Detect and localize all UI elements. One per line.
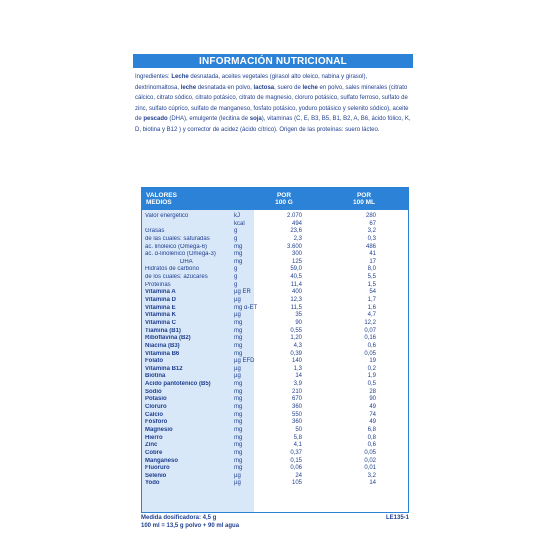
value-per-100g: 90 <box>295 319 302 326</box>
dosage-note: Medida dosificadora: 4,5 g <box>141 515 217 521</box>
nutrient-name: Sodio <box>145 388 162 395</box>
unit: mg <box>234 243 243 250</box>
value-per-100ml: 4,7 <box>367 312 376 319</box>
value-per-100ml: 1,7 <box>367 297 376 304</box>
value-per-100g: 400 <box>291 289 302 296</box>
ingredient-segment: soja <box>249 116 262 123</box>
unit: mg <box>234 434 243 441</box>
unit: mg <box>234 327 243 334</box>
table-row <box>142 458 408 466</box>
unit: µg ER <box>234 289 251 296</box>
table-row <box>142 396 408 404</box>
table-row <box>142 465 408 473</box>
nutrient-name: Vitamina C <box>145 319 176 326</box>
nutrient-name: Fluoruro <box>145 465 170 472</box>
table-row <box>142 312 408 320</box>
table-row <box>142 289 408 297</box>
value-per-100g: 12,3 <box>290 297 302 304</box>
nutrient-name: ác. linoleico (Omega-6) <box>145 243 208 250</box>
value-per-100ml: 0,05 <box>364 449 376 456</box>
nutrient-name: Vitamina D <box>145 297 176 304</box>
table-row <box>142 228 408 236</box>
unit: g <box>234 235 238 242</box>
table-row <box>142 305 408 313</box>
table-row <box>142 251 408 259</box>
nutrient-name: Grasas <box>145 228 165 235</box>
nutrient-name: de los cuales: azúcares <box>145 274 208 281</box>
value-per-100g: 105 <box>291 480 302 487</box>
value-per-100ml: 0,8 <box>367 434 376 441</box>
value-per-100g: 59,0 <box>290 266 302 273</box>
value-per-100ml: 0,01 <box>364 465 376 472</box>
value-per-100ml: 17 <box>369 258 376 265</box>
nutrient-name: Selenio <box>145 472 167 479</box>
nutrient-name: Niacina (B3) <box>145 342 180 349</box>
nutrition-table <box>141 187 409 513</box>
value-per-100ml: 6,8 <box>367 426 376 433</box>
value-per-100ml: 12,2 <box>364 319 376 326</box>
ingredient-segment: pescado <box>143 116 168 123</box>
value-per-100ml: 0,6 <box>367 442 376 449</box>
table-rows <box>142 213 408 488</box>
nutrient-name: Hidratos de carbono <box>145 266 200 273</box>
value-per-100g: 50 <box>295 426 302 433</box>
table-row <box>142 435 408 443</box>
table-row <box>142 442 408 450</box>
value-per-100ml: 1,9 <box>367 373 376 380</box>
value-per-100ml: 90 <box>369 396 376 403</box>
unit: µg <box>234 312 241 319</box>
value-per-100ml: 0,05 <box>364 350 376 357</box>
table-row <box>142 351 408 359</box>
unit: µg <box>234 480 241 487</box>
unit: mg <box>234 381 243 388</box>
value-per-100g: 0,37 <box>290 449 302 456</box>
unit: µg EFD <box>234 358 255 365</box>
value-per-100ml: 0,07 <box>364 327 376 334</box>
nutrient-name: Tiamina (B1) <box>145 327 181 334</box>
unit: g <box>234 266 238 273</box>
ingredient-segment: (DHA), emulgente (lecitina de <box>167 116 250 123</box>
table-row <box>142 221 408 229</box>
nutrient-name: Yodo <box>145 480 160 487</box>
value-per-100g: 1,20 <box>290 335 302 342</box>
table-row <box>142 412 408 420</box>
value-per-100g: 11,4 <box>290 281 302 288</box>
value-per-100ml: 0,16 <box>364 335 376 342</box>
value-per-100ml: 8,0 <box>367 266 376 273</box>
value-per-100g: 125 <box>291 258 302 265</box>
value-per-100ml: 49 <box>369 419 376 426</box>
value-per-100g: 494 <box>291 220 302 227</box>
table-row <box>142 480 408 488</box>
header-per-100g: POR 100 G <box>275 192 293 206</box>
unit: µg <box>234 297 241 304</box>
nutrient-name: Fósforo <box>145 419 168 426</box>
nutrient-name: Vitamina A <box>145 289 176 296</box>
unit: mg <box>234 350 243 357</box>
unit: g <box>234 228 238 235</box>
value-per-100g: 1,3 <box>293 365 302 372</box>
unit: µg <box>234 472 241 479</box>
table-row <box>142 419 408 427</box>
value-per-100ml: 5,5 <box>367 274 376 281</box>
ingredients-text <box>135 72 411 176</box>
ingredient-segment: desnatada en polvo, <box>196 84 254 91</box>
table-row <box>142 282 408 290</box>
ingredient-segment: , suero de <box>274 84 303 91</box>
ingredient-segment: lactosa <box>253 84 275 91</box>
section-title: INFORMACIÓN NUTRICIONAL <box>133 54 413 68</box>
value-per-100g: 23,6 <box>290 228 302 235</box>
table-row <box>142 244 408 252</box>
unit: mg <box>234 258 243 265</box>
nutrient-name: Zinc <box>145 442 158 449</box>
unit: mg α-ET <box>234 304 258 311</box>
nutrient-name: Calcio <box>145 411 164 418</box>
value-per-100ml: 0,02 <box>364 457 376 464</box>
value-per-100g: 5,8 <box>293 434 302 441</box>
unit: µg <box>234 365 241 372</box>
value-per-100g: 0,39 <box>290 350 302 357</box>
value-per-100g: 3.600 <box>286 243 302 250</box>
table-row <box>142 473 408 481</box>
unit: mg <box>234 319 243 326</box>
unit: mg <box>234 426 243 433</box>
ingredient-segment: en polvo, sales minerales (citrato cálcico, citrato sódico, citrato potásico, citrato de magnesio, cloruro potásico, sulfato ferroso, sulfato de zinc, sulfato cúprico, sulfato de manganeso, fosfato potásico, yoduro potásico y selenito sódico), aceite de <box>135 84 409 123</box>
value-per-100ml: 19 <box>369 358 376 365</box>
ingredient-segment: leche <box>302 84 318 91</box>
table-row <box>142 366 408 374</box>
nutrient-name: de las cuales: saturadas <box>145 235 210 242</box>
value-per-100g: 670 <box>291 396 302 403</box>
value-per-100g: 11,5 <box>290 304 302 311</box>
table-row <box>142 259 408 267</box>
value-per-100ml: 54 <box>369 289 376 296</box>
nutrition-panel <box>131 40 415 529</box>
value-per-100ml: 3,2 <box>367 228 376 235</box>
table-row <box>142 404 408 412</box>
unit: mg <box>234 419 243 426</box>
value-per-100g: 0,06 <box>290 465 302 472</box>
nutrient-name: Vitamina E <box>145 304 176 311</box>
unit: mg <box>234 342 243 349</box>
table-row <box>142 236 408 244</box>
table-header <box>142 188 408 210</box>
value-per-100g: 300 <box>291 251 302 258</box>
nutrient-name: Cloruro <box>145 404 167 411</box>
value-per-100ml: 14 <box>369 480 376 487</box>
preparation-note: 100 ml = 13,5 g polvo + 90 ml agua <box>141 523 240 529</box>
unit: kcal <box>234 220 245 227</box>
value-per-100ml: 486 <box>365 243 376 250</box>
nutrient-name: Manganeso <box>145 457 179 464</box>
value-per-100ml: 49 <box>369 404 376 411</box>
unit: mg <box>234 388 243 395</box>
nutrient-name: DHA <box>145 258 193 265</box>
nutrient-name: Vitamina B6 <box>145 350 180 357</box>
header-per-100ml: POR 100 ML <box>352 192 376 206</box>
value-per-100g: 3,9 <box>293 381 302 388</box>
value-per-100ml: 0,3 <box>367 235 376 242</box>
value-per-100g: 4,3 <box>293 342 302 349</box>
table-row <box>142 320 408 328</box>
table-row <box>142 297 408 305</box>
unit: mg <box>234 396 243 403</box>
nutrient-name: Folato <box>145 358 163 365</box>
value-per-100ml: 0,5 <box>367 381 376 388</box>
unit: kJ <box>234 213 240 219</box>
value-per-100g: 2.070 <box>286 213 302 219</box>
value-per-100ml: 0,2 <box>367 365 376 372</box>
table-row <box>142 213 408 221</box>
nutrient-name: Biotina <box>145 373 166 380</box>
value-per-100g: 210 <box>291 388 302 395</box>
value-per-100ml: 74 <box>369 411 376 418</box>
table-row <box>142 450 408 458</box>
product-code: LE135-1 <box>385 515 409 521</box>
value-per-100ml: 1,5 <box>367 281 376 288</box>
nutrient-name: Magnesio <box>145 426 173 433</box>
nutrient-name: Ácido pantoténico (B5) <box>145 381 211 388</box>
value-per-100g: 0,55 <box>290 327 302 334</box>
nutrient-name: Vitamina B12 <box>145 365 183 372</box>
nutrient-name: Vitamina K <box>145 312 176 319</box>
value-per-100ml: 3,2 <box>367 472 376 479</box>
nutrient-name: Potasio <box>145 396 167 403</box>
nutrient-name: Cobre <box>145 449 163 456</box>
unit: mg <box>234 465 243 472</box>
unit: mg <box>234 335 243 342</box>
value-per-100ml: 0,6 <box>367 342 376 349</box>
table-row <box>142 358 408 366</box>
unit: mg <box>234 411 243 418</box>
unit: g <box>234 281 238 288</box>
value-per-100g: 35 <box>295 312 302 319</box>
nutrient-name: Proteínas <box>145 281 171 288</box>
value-per-100g: 550 <box>291 411 302 418</box>
nutrient-name: ác. α-linolénico (Omega-3) <box>145 251 216 258</box>
table-row <box>142 274 408 282</box>
nutrient-name: Riboflavina (B2) <box>145 335 191 342</box>
value-per-100ml: 41 <box>369 251 376 258</box>
unit: g <box>234 274 238 281</box>
value-per-100g: 24 <box>295 472 302 479</box>
footer <box>141 514 409 530</box>
ingredient-segment: Leche <box>171 74 189 80</box>
value-per-100ml: 1,6 <box>367 304 376 311</box>
value-per-100g: 2,3 <box>293 235 302 242</box>
value-per-100g: 360 <box>291 404 302 411</box>
unit: mg <box>234 251 243 258</box>
unit: µg <box>234 373 241 380</box>
nutrient-name: Hierro <box>145 434 163 441</box>
ingredient-segment: desnatada, aceites vegetales (girasol alto oleico, nabina y girasol), dextrinomaltosa, <box>135 74 368 91</box>
nutrient-name: Valor energético <box>145 213 189 219</box>
unit: mg <box>234 442 243 449</box>
ingredient-segment: Ingredientes: <box>135 74 172 80</box>
value-per-100ml: 67 <box>369 220 376 227</box>
table-row <box>142 389 408 397</box>
unit: mg <box>234 404 243 411</box>
value-per-100ml: 28 <box>369 388 376 395</box>
value-per-100g: 360 <box>291 419 302 426</box>
value-per-100ml: 280 <box>365 213 376 219</box>
value-per-100g: 14 <box>295 373 302 380</box>
table-row <box>142 427 408 435</box>
table-row <box>142 343 408 351</box>
unit: mg <box>234 449 243 456</box>
header-values-label: VALORES MEDIOS <box>146 192 177 206</box>
ingredient-segment: ), vitaminas (C, E, B3, B5, B1, B2, A, B6, ácido fólico, K, D, biotina y B12 ) y corrector de acidez (ácido cítrico). Origen de las proteínas: suero lácteo. <box>135 116 411 133</box>
table-row <box>142 381 408 389</box>
value-per-100g: 4,1 <box>293 442 302 449</box>
value-per-100g: 140 <box>291 358 302 365</box>
unit: mg <box>234 457 243 464</box>
table-row <box>142 335 408 343</box>
value-per-100g: 40,5 <box>290 274 302 281</box>
table-row <box>142 373 408 381</box>
value-per-100g: 0,15 <box>290 457 302 464</box>
table-row <box>142 266 408 274</box>
table-row <box>142 328 408 336</box>
ingredient-segment: leche <box>180 84 197 91</box>
